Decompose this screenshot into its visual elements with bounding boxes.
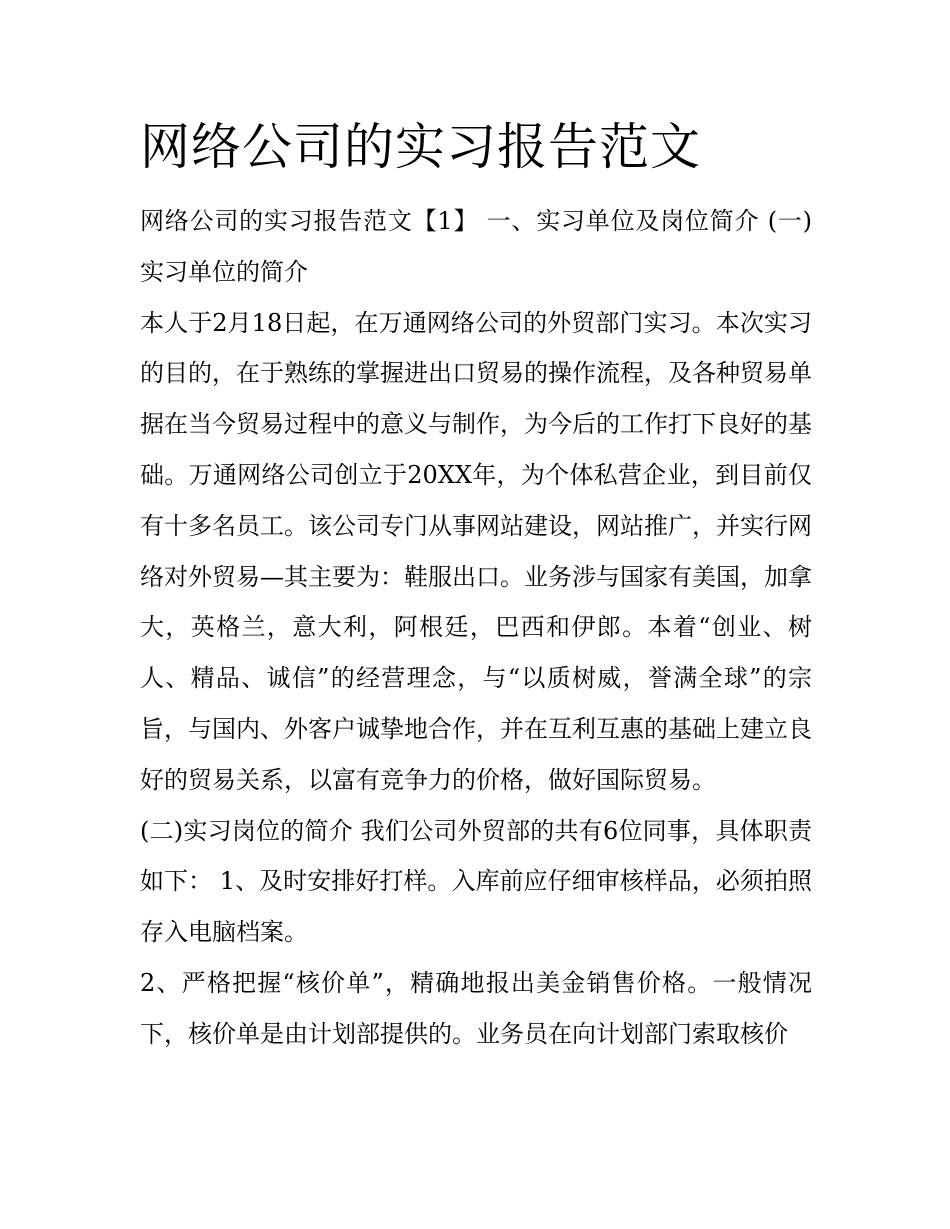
document-body [140, 196, 812, 1060]
paragraph-company-intro: 本人于2月18日起，在万通网络公司的外贸部门实习。本次实习的目的，在于熟练的掌握进出口贸易的操作流程，及各种贸易单据在当今贸易过程中的意义与制作，为今后的工作打下良好的基础。万通网络公司创立于20XX年，为个体私营企业，到目前仅有十多名员工。该公司专门从事网站建设，网站推广，并实行网络对外贸易—其主要为：鞋服出口。业务涉与国家有美国，加拿大，英格兰，意大利，阿根廷，巴西和伊郎。本着“创业、树人、精品、诚信”的经营理念，与“以质树威，誉满全球”的宗旨，与国内、外客户诚挚地合作，并在互利互惠的基础上建立良好的贸易关系，以富有竞争力的价格，做好国际贸易。 [140, 308, 812, 794]
paragraph-intro-heading: 网络公司的实习报告范文【1】 一、实习单位及岗位简介 (一)实习单位的简介 [140, 207, 812, 286]
paragraph-position-intro: (二)实习岗位的简介 我们公司外贸部的共有6位同事，具体职责如下： 1、及时安排好打样。入库前应仔细审核样品，必须拍照存入电脑档案。 [140, 816, 812, 947]
document-title: 网络公司的实习报告范文 [140, 118, 701, 176]
paragraph-duty-2: 2、严格把握“核价单”，精确地报出美金销售价格。一般情况下，核价单是由计划部提供的。业务员在向计划部门索取核价 [140, 968, 812, 1048]
